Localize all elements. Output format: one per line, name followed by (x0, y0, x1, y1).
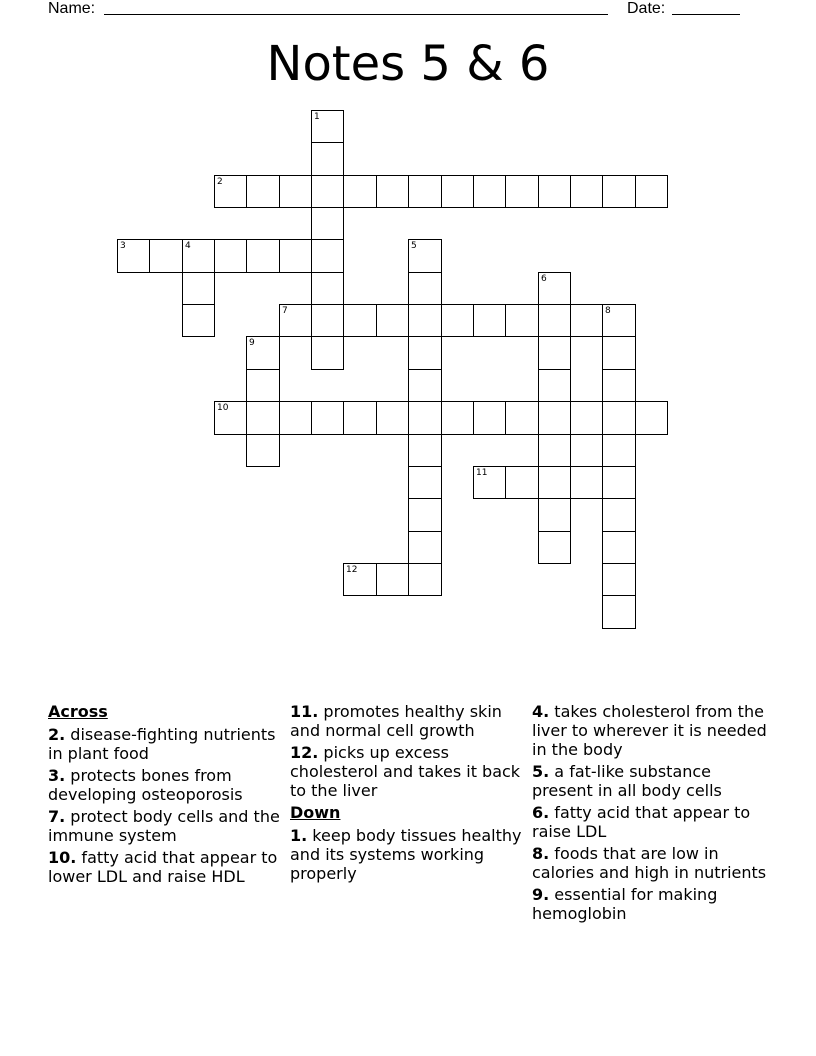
clue-number: 3. (48, 766, 66, 785)
crossword-cell[interactable] (538, 498, 571, 532)
header-line (48, 0, 768, 20)
clue-number: 5. (532, 762, 550, 781)
clue-number: 8. (532, 844, 550, 863)
crossword-cell[interactable] (538, 531, 571, 564)
clue-text: disease-fighting nutrients in plant food (48, 725, 276, 763)
crossword-cell[interactable] (343, 563, 377, 596)
clue-text: foods that are low in calories and high in nutrients (532, 844, 767, 882)
crossword-cell[interactable] (182, 272, 215, 305)
crossword-cell[interactable] (473, 466, 506, 499)
crossword-cell[interactable] (149, 239, 183, 273)
clue-number: 9. (532, 885, 550, 904)
crossword-cell[interactable] (473, 304, 506, 337)
crossword-cell[interactable] (408, 434, 442, 467)
crossword-cell[interactable] (376, 304, 409, 337)
clue-item (290, 702, 526, 740)
page-title: Notes 5 & 6 (266, 36, 550, 92)
crossword-cell[interactable] (602, 434, 636, 467)
clue-item (48, 725, 284, 763)
crossword-cell[interactable] (635, 401, 668, 435)
clue-text: essential for making hemoglobin (532, 885, 718, 923)
crossword-cell[interactable] (182, 304, 215, 337)
cell-number: 6 (541, 274, 547, 284)
clue-item (532, 844, 768, 882)
down-clue-list (290, 826, 526, 883)
cell-number: 3 (120, 241, 126, 251)
crossword-cell[interactable] (408, 563, 442, 596)
clue-number: 2. (48, 725, 66, 744)
cell-number: 9 (249, 338, 255, 348)
clue-number: 6. (532, 803, 550, 822)
cell-number: 4 (185, 241, 191, 251)
clue-item (532, 803, 768, 841)
crossword-cell[interactable] (441, 175, 474, 208)
crossword-cell[interactable] (538, 401, 571, 435)
crossword-cell[interactable] (505, 466, 539, 499)
clue-text: keep body tissues healthy and its systems working properly (290, 826, 522, 883)
crossword-cell[interactable] (343, 304, 377, 337)
crossword-cell[interactable] (602, 466, 636, 499)
crossword-cell[interactable] (408, 369, 442, 402)
crossword-cell[interactable] (311, 336, 344, 370)
crossword-cell[interactable] (602, 369, 636, 402)
crossword-cell[interactable] (473, 401, 506, 435)
crossword-cell[interactable] (408, 304, 442, 337)
crossword-cell[interactable] (602, 336, 636, 370)
crossword-cell[interactable] (602, 304, 636, 337)
crossword-cell[interactable] (602, 595, 636, 629)
clue-column-2 (290, 702, 526, 886)
crossword-cell[interactable] (570, 466, 603, 499)
crossword-cell[interactable] (602, 401, 636, 435)
cell-number: 1 (314, 112, 320, 122)
crossword-cell[interactable] (602, 531, 636, 564)
crossword-cell[interactable] (182, 239, 215, 273)
crossword-cell[interactable] (538, 369, 571, 402)
crossword-cell[interactable] (214, 401, 247, 435)
crossword-cell[interactable] (538, 434, 571, 467)
across-clue-list-continued (290, 702, 526, 800)
clue-text: protects bones from developing osteoporosis (48, 766, 243, 804)
crossword-cell[interactable] (279, 304, 312, 337)
crossword-cell[interactable] (311, 207, 344, 240)
crossword-cell[interactable] (408, 175, 442, 208)
clue-number: 10. (48, 848, 77, 867)
clue-text: protect body cells and the immune system (48, 807, 280, 845)
clue-text: takes cholesterol from the liver to wherever it is needed in the body (532, 702, 767, 759)
crossword-cell[interactable] (311, 304, 344, 337)
clue-text: fatty acid that appear to raise LDL (532, 803, 751, 841)
clue-text: promotes healthy skin and normal cell growth (290, 702, 502, 740)
crossword-cell[interactable] (279, 175, 312, 208)
date-blank-line[interactable] (672, 14, 740, 15)
clue-item (532, 702, 768, 759)
crossword-cell[interactable] (246, 369, 280, 402)
crossword-cell[interactable] (376, 563, 409, 596)
crossword-cell[interactable] (343, 175, 377, 208)
crossword-cell[interactable] (635, 175, 668, 208)
cell-number: 11 (476, 468, 488, 478)
clue-item (532, 885, 768, 923)
cell-number: 8 (605, 306, 611, 316)
crossword-cell[interactable] (570, 401, 603, 435)
crossword-cell[interactable] (311, 175, 344, 208)
clue-text: a fat-like substance present in all body cells (532, 762, 722, 800)
crossword-cell[interactable] (311, 142, 344, 176)
crossword-cell[interactable] (602, 563, 636, 596)
across-heading: Across (48, 702, 108, 721)
clue-text: fatty acid that appear to lower LDL and raise HDL (48, 848, 278, 886)
crossword-cell[interactable] (570, 304, 603, 337)
crossword-cell[interactable] (246, 239, 280, 273)
clue-item (532, 762, 768, 800)
name-blank-line[interactable] (104, 14, 608, 15)
crossword-cell[interactable] (408, 239, 442, 273)
crossword-cell[interactable] (311, 272, 344, 305)
crossword-cell[interactable] (408, 401, 442, 435)
crossword-cell[interactable] (246, 175, 280, 208)
across-clue-list (48, 725, 284, 886)
crossword-cell[interactable] (376, 401, 409, 435)
clue-number: 1. (290, 826, 308, 845)
crossword-cell[interactable] (505, 304, 539, 337)
clue-text: picks up excess cholesterol and takes it back to the liver (290, 743, 521, 800)
cell-number: 12 (346, 565, 358, 575)
name-label: Name: (48, 0, 96, 17)
crossword-cell[interactable] (473, 175, 506, 208)
clue-item (290, 743, 526, 800)
crossword-cell[interactable] (246, 401, 280, 435)
crossword-cell[interactable] (408, 498, 442, 532)
clue-column-1 (48, 702, 284, 889)
crossword-cell[interactable] (408, 531, 442, 564)
crossword-cell[interactable] (408, 272, 442, 305)
clue-item (48, 807, 284, 845)
crossword-cell[interactable] (311, 110, 344, 143)
crossword-cell[interactable] (602, 175, 636, 208)
clue-item (290, 826, 526, 883)
crossword-cell[interactable] (441, 304, 474, 337)
crossword-cell[interactable] (246, 336, 280, 370)
clue-item (48, 848, 284, 886)
crossword-cell[interactable] (441, 401, 474, 435)
cell-number: 5 (411, 241, 417, 251)
crossword-cell[interactable] (311, 239, 344, 273)
crossword-cell[interactable] (408, 336, 442, 370)
clue-number: 4. (532, 702, 550, 721)
crossword-cell[interactable] (538, 336, 571, 370)
clue-item (48, 766, 284, 804)
crossword-cell[interactable] (246, 434, 280, 467)
down-heading: Down (290, 803, 341, 822)
crossword-cell[interactable] (117, 239, 150, 273)
crossword-cell[interactable] (538, 272, 571, 305)
crossword-cell[interactable] (376, 175, 409, 208)
cell-number: 7 (282, 306, 288, 316)
crossword-cell[interactable] (279, 239, 312, 273)
crossword-cell[interactable] (408, 466, 442, 499)
crossword-cell[interactable] (570, 175, 603, 208)
crossword-cell[interactable] (538, 304, 571, 337)
crossword-cell[interactable] (214, 239, 247, 273)
cell-number: 10 (217, 403, 229, 413)
clue-number: 7. (48, 807, 66, 826)
cell-number: 2 (217, 177, 223, 187)
clue-number: 12. (290, 743, 319, 762)
crossword-cell[interactable] (311, 401, 344, 435)
down-clue-list-continued (532, 702, 768, 923)
crossword-cell[interactable] (538, 466, 571, 499)
crossword-cell[interactable] (505, 175, 539, 208)
crossword-cell[interactable] (538, 175, 571, 208)
clue-number: 11. (290, 702, 319, 721)
crossword-cell[interactable] (505, 401, 539, 435)
clue-column-3 (532, 702, 768, 926)
crossword-cell[interactable] (602, 498, 636, 532)
date-label: Date: (627, 0, 666, 17)
crossword-cell[interactable] (279, 401, 312, 435)
crossword-cell[interactable] (214, 175, 247, 208)
crossword-cell[interactable] (343, 401, 377, 435)
